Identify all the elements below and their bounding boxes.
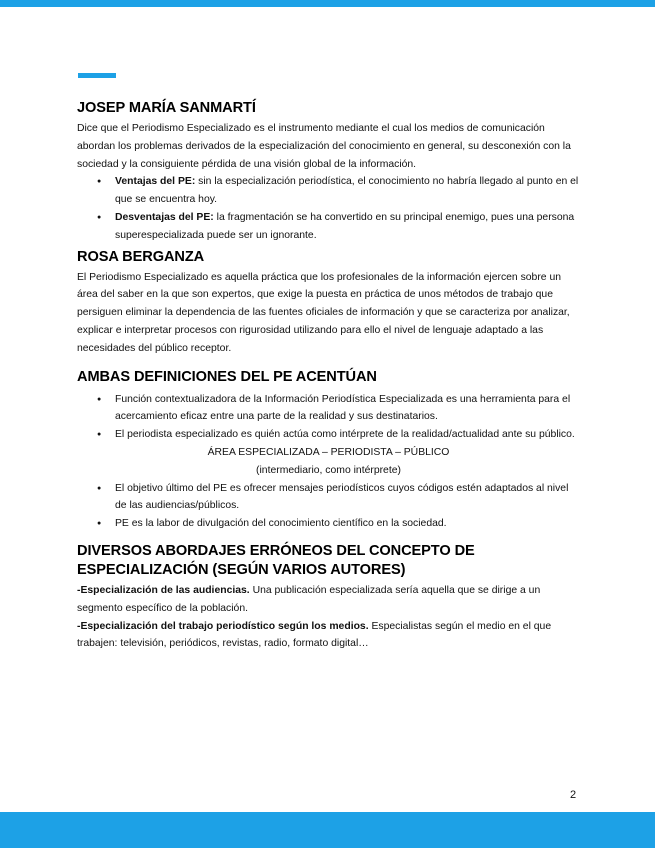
section-paragraph: Dice que el Periodismo Especializado es el instrumento mediante el cual los medios de comunicación abordan los problemas derivados de la especialización del conocimiento en general, su desconexión con la sociedad y la consiguiente pérdida de una visión global de la información.	[77, 123, 571, 170]
definition-text: Especialistas según el medio en el que trabajen: televisión, periódicos, revistas, radio, formato digital…	[77, 620, 552, 650]
definition-item	[77, 582, 580, 618]
section-paragraph: El Periodismo Especializado es aquella práctica que los profesionales de la información ejercen sobre un área del saber en la que son expertos, que exige la puesta en práctica de unos métodos de trabajo que persiguen eliminar la dependencia de las fuentes oficiales de información y que se caracteriza por analizar, explicar e interpretar procesos con rigurosidad utilizando para ello el nivel de lenguaje adaptado a las necesidades del público receptor.	[77, 271, 570, 354]
section-sanmarti	[77, 99, 580, 245]
bullet-item: ● El periodista especializado es quién actúa como intérprete de la realidad/actualidad ante su público.	[77, 426, 580, 444]
page-number: 2	[570, 789, 577, 801]
section-heading: DIVERSOS ABORDAJES ERRÓNEOS DEL CONCEPTO DE ESPECIALIZACIÓN (SEGÚN VARIOS AUTORES)	[77, 542, 475, 578]
definition-label: -Especialización del trabajo periodístico según los medios.	[77, 620, 369, 632]
bullet-list	[77, 480, 580, 533]
bullet-text: sin la especialización periodística, el conocimiento no habría llegado al punto en el que se encuentra hoy.	[115, 176, 579, 206]
section-heading: AMBAS DEFINICIONES DEL PE ACENTÚAN	[77, 368, 377, 385]
bullet-list	[77, 391, 580, 444]
top-accent-bar	[0, 0, 655, 7]
bullet-item: ● PE es la labor de divulgación del conocimiento científico en la sociedad.	[77, 515, 580, 533]
section-accent-line	[78, 73, 116, 78]
bottom-accent-bar	[0, 812, 655, 848]
section-heading: ROSA BERGANZA	[77, 248, 205, 265]
section-heading: JOSEP MARÍA SANMARTÍ	[77, 100, 256, 116]
bullet-item: ● Función contextualizadora de la Información Periodística Especializada es una herramienta para el acercamiento eficaz entre una parte de la realidad y sus destinatarios.	[77, 391, 580, 427]
centered-diagram-line: ÁREA ESPECIALIZADA – PERIODISTA – PÚBLICO	[207, 446, 450, 458]
bullet-list	[77, 173, 580, 244]
document-body	[77, 99, 580, 653]
bullet-item: ● El objetivo último del PE es ofrecer mensajes periodísticos cuyos códigos estén adaptados al nivel de las audiencias/públicos.	[77, 480, 580, 516]
definition-text: Una publicación especializada sería aquella que se dirige a un segmento específico de la población.	[77, 584, 541, 614]
bullet-item	[77, 209, 580, 245]
bullet-item	[77, 173, 580, 209]
bullet-label: Ventajas del PE:	[115, 176, 196, 188]
centered-diagram-note: (intermediario, como intérprete)	[256, 464, 401, 476]
definition-label: -Especialización de las audiencias.	[77, 584, 250, 596]
bullet-label: Desventajas del PE:	[115, 211, 214, 223]
section-abordajes-erroneos	[77, 542, 580, 653]
section-berganza	[77, 248, 580, 358]
bullet-text: la fragmentación se ha convertido en su principal enemigo, pues una persona superespecializada puede ser un ignorante.	[115, 211, 575, 241]
section-ambas-definiciones	[77, 368, 580, 533]
definition-item	[77, 618, 580, 654]
